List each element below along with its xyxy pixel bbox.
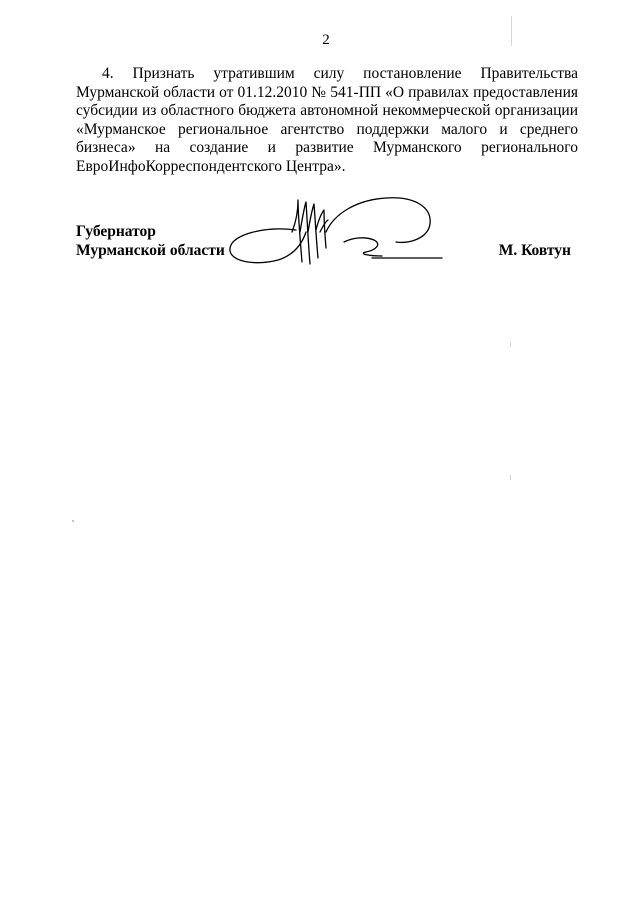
page-number: 2 [322, 32, 330, 48]
signatory-title-line-2: Мурманской области [76, 242, 225, 259]
scan-artifact [511, 16, 512, 46]
body-paragraph: 4. Признать утратившим силу постановление Правительства Мурманской области от 01.12.2010 № 541-ПП «О правилах предоставления субсидии из областного бюджета автономной некоммерческой организации «Мурманское региональное агентство поддержки малого и среднего бизнеса» на создание и развитие Мурманского регионального ЕвроИнфоКорреспондентского Центра». [76, 65, 578, 175]
handwritten-signature [226, 192, 448, 272]
signatory-name: М. Ковтун [498, 242, 571, 259]
signatory-title-line-1: Губернатор [76, 223, 156, 240]
scan-artifact [72, 520, 74, 522]
scan-artifact [510, 342, 511, 347]
signatory-title [76, 222, 225, 260]
scan-artifact [510, 475, 511, 480]
